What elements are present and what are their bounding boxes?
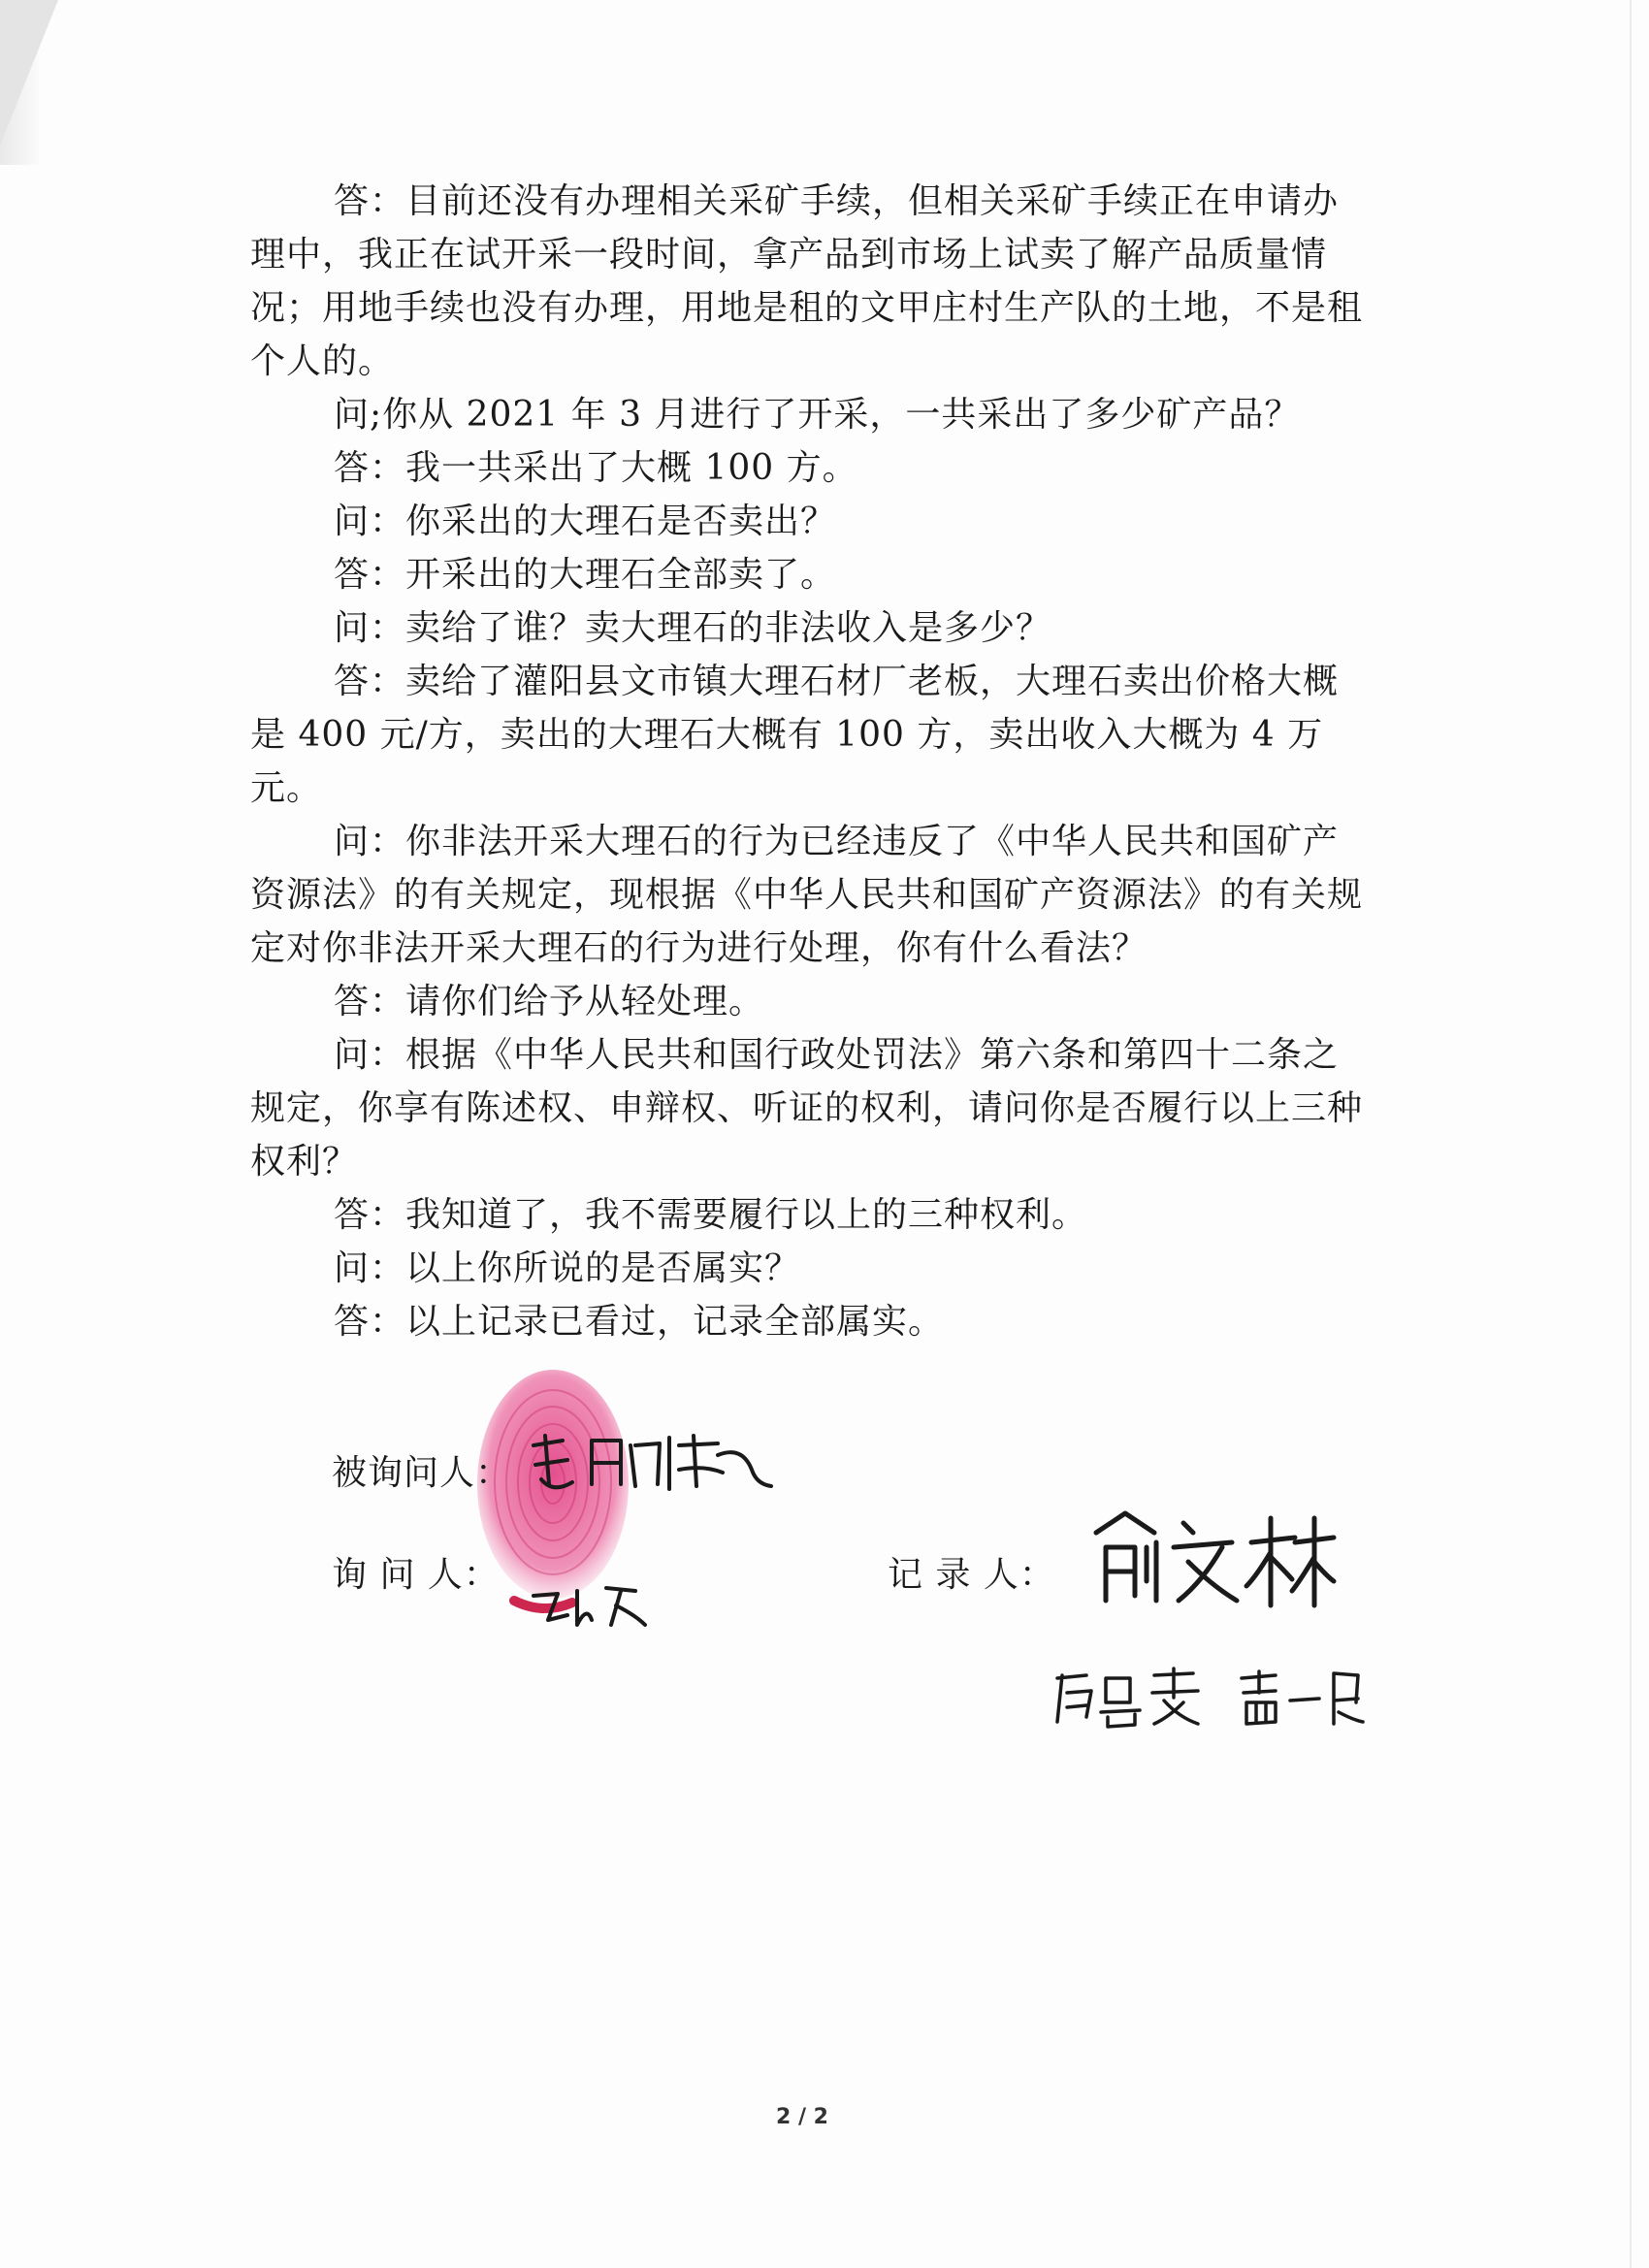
paragraph-answer: 答：我知道了，我不需要履行以上的三种权利。 (334, 1195, 1088, 1235)
paragraph-question: 问：你非法开采大理石的行为已经违反了《中华人民共和国矿产资源法》的有关规定，现根据《中华人民共和国矿产资源法》的有关规定对你非法开采大理石的行为进行处理，你有什么看法？ (250, 822, 1364, 968)
paragraph-answer: 答：开采出的大理石全部卖了。 (334, 555, 837, 595)
additional-signature-2 (1232, 1664, 1368, 1732)
interviewer-signature (529, 1576, 655, 1635)
paragraph-answer: 答：卖给了灌阳县文市镇大理石材厂老板，大理石卖出价格大概是 400 元/方，卖出的大理石大概有 100 方，卖出收入大概为 4 万元。 (250, 662, 1340, 808)
paragraph-question: 问：卖给了谁？卖大理石的非法收入是多少？ (334, 608, 1052, 648)
interviewer-label: 询 问 人： (332, 1555, 500, 1595)
recorder-label: 记 录 人： (888, 1555, 1055, 1595)
paragraph-answer: 答：目前还没有办理相关采矿手续，但相关采矿手续正在申请办理中，我正在试开采一段时间，拿产品到市场上试卖了解产品质量情况；用地手续也没有办理，用地是租的文甲庄村生产队的土地，不是租个人的。 (250, 181, 1364, 381)
paragraph-question: 问：根据《中华人民共和国行政处罚法》第六条和第四十二条之规定，你享有陈述权、申辩权、听证的权利，请问你是否履行以上三种权利？ (250, 1035, 1364, 1182)
interviewee-signature (524, 1426, 776, 1504)
paragraph-question: 问：以上你所说的是否属实？ (334, 1248, 801, 1288)
paragraph-question: 问：你采出的大理石是否卖出？ (334, 502, 837, 541)
interviewee-label: 被询问人： (332, 1453, 512, 1493)
recorder-signature (1077, 1504, 1339, 1620)
additional-signature-1 (1048, 1664, 1203, 1732)
paragraph-question: 问;你从 2021 年 3 月进行了开采，一共采出了多少矿产品？ (334, 395, 1301, 435)
paragraph-answer: 答：以上记录已看过，记录全部属实。 (334, 1302, 945, 1342)
paragraph-answer: 答：我一共采出了大概 100 方。 (334, 448, 858, 488)
paragraph-answer: 答：请你们给予从轻处理。 (334, 982, 765, 1021)
page-number: 2 / 2 (776, 2105, 828, 2129)
